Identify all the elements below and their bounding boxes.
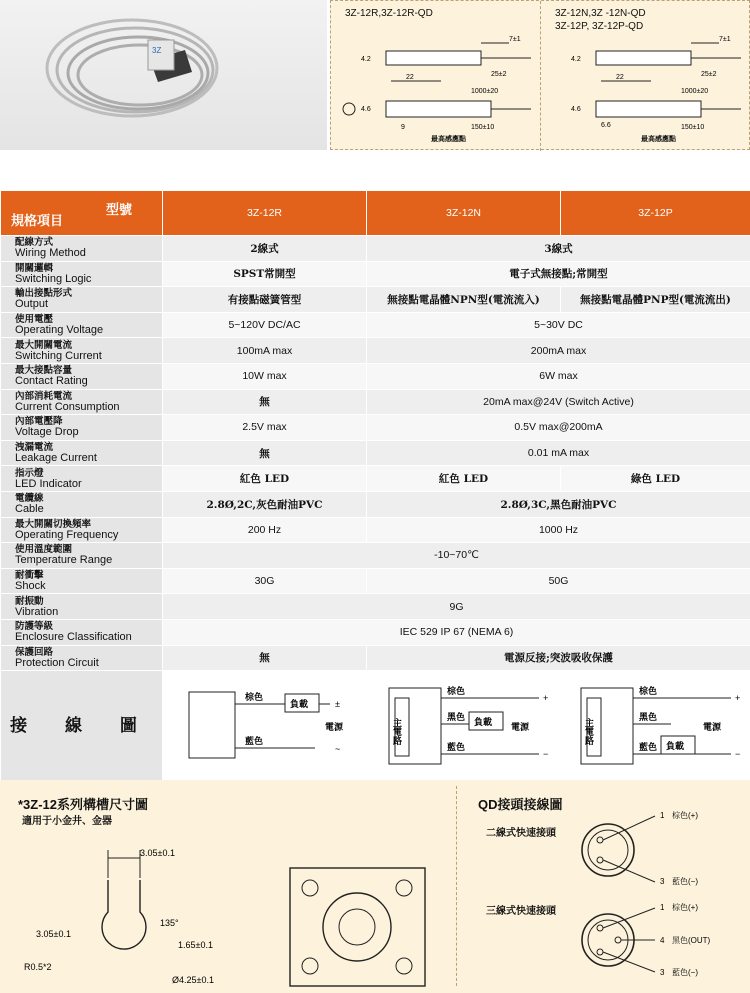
wire-p-power: 電源 <box>703 722 722 733</box>
dimension-title-n: 3Z-12N,3Z -12N-QD <box>555 8 646 19</box>
table-row <box>1 543 750 569</box>
dim-np-sense: 最高感應點 <box>641 136 676 143</box>
row-label-en: Protection Circuit <box>15 656 99 669</box>
row-label-zh: 內部消耗電流 <box>15 390 73 402</box>
row-label-en: Operating Voltage <box>15 324 104 337</box>
dimension-drawing-r <box>331 1 541 151</box>
row-label <box>1 619 163 645</box>
cell-3z-12r: 無 <box>163 645 367 671</box>
row-label <box>1 594 163 620</box>
qd2-pin3: 3 <box>660 877 665 886</box>
cell-3z-12np: 200mA max <box>367 338 750 364</box>
row-label-zh: 輸出接點形式 <box>15 288 73 300</box>
dim-r-d8: 150±10 <box>471 124 495 131</box>
table-row <box>1 338 750 364</box>
cell-3z-12r: 100mA max <box>163 338 367 364</box>
row-label-en: Cable <box>15 503 44 516</box>
row-label <box>1 645 163 671</box>
cell-3z-12n: 紅色 LED <box>367 466 561 492</box>
qd3-pin3-label: 藍色(−) <box>672 968 698 977</box>
wire-p-load: 負載 <box>666 741 685 752</box>
dimension-title-p: 3Z-12P, 3Z-12P-QD <box>555 21 644 32</box>
table-row <box>1 619 750 645</box>
row-label-zh: 防護等級 <box>15 621 54 633</box>
row-label-zh: 耐振動 <box>15 595 44 607</box>
cell-3z-12r: 紅色 LED <box>163 466 367 492</box>
dimension-title-r: 3Z-12R,3Z-12R-QD <box>345 8 433 19</box>
cell-3z-12r: 無 <box>163 440 367 466</box>
cell-3z-12np: 3線式 <box>367 236 750 262</box>
dim-r-d4: 22 <box>406 74 414 81</box>
row-label-en: Voltage Drop <box>15 426 79 439</box>
row-label <box>1 543 163 569</box>
row-label-zh: 開關邏輯 <box>15 262 54 274</box>
slot-d2: 3.05±0.1 <box>36 929 71 939</box>
slot-d4: 1.65±0.1 <box>178 940 213 950</box>
wire-r-blue: 藍色 <box>244 736 263 747</box>
dim-np-d8: 150±10 <box>681 124 705 131</box>
row-label <box>1 338 163 364</box>
table-row <box>1 236 750 262</box>
cell-3z-12np: 電子式無接點;常開型 <box>367 261 750 287</box>
wire-n-black: 黑色 <box>446 712 465 723</box>
wire-n-blue: 藍色 <box>446 742 465 753</box>
cell-all: 9G <box>163 594 750 620</box>
row-label <box>1 517 163 543</box>
wire-p-main: 主電路 <box>584 718 594 746</box>
row-label <box>1 236 163 262</box>
dimension-drawings <box>330 0 750 150</box>
row-label-en: Contact Rating <box>15 375 88 388</box>
row-label <box>1 363 163 389</box>
product-photo <box>0 0 327 150</box>
row-label-zh: 內部電壓降 <box>15 416 63 428</box>
dim-np-d2: 4.2 <box>571 56 581 63</box>
wire-n-main: 主電路 <box>391 718 402 746</box>
slot-subtitle: 適用于小金井、金器 <box>22 816 112 827</box>
cell-3z-12np: 20mA max@24V (Switch Active) <box>367 389 750 415</box>
qd2-pin1: 1 <box>660 811 665 820</box>
bottom-section <box>0 780 750 993</box>
table-row <box>1 312 750 338</box>
wiring-row <box>1 671 750 781</box>
row-label-en: Vibration <box>15 605 59 618</box>
cell-3z-12r: 2線式 <box>163 236 367 262</box>
cell-3z-12r: 200 Hz <box>163 517 367 543</box>
photo-logo: 3Z <box>152 46 162 55</box>
wiring-cell-p <box>561 671 750 781</box>
cell-3z-12np: 電源反接;突波吸收保護 <box>367 645 750 671</box>
wire-p-brown: 棕色 <box>639 686 658 697</box>
row-label-zh: 最大接點容量 <box>15 365 73 377</box>
wiring-cell-n <box>367 671 561 781</box>
wire-p-blue: 藍色 <box>639 742 658 753</box>
qd3-pin3: 3 <box>660 968 665 977</box>
cell-3z-12r: 無 <box>163 389 367 415</box>
row-label-en: Temperature Range <box>15 554 113 567</box>
table-row <box>1 466 750 492</box>
spec-table <box>0 190 750 781</box>
wire-r-power: 電源 <box>324 722 343 733</box>
qd3-pin1-label: 棕色(+) <box>672 903 698 912</box>
cell-3z-12p: 綠色 LED <box>561 466 750 492</box>
wire-n-load: 負載 <box>473 717 492 728</box>
slot-drawing <box>0 820 456 993</box>
cell-3z-12np: 5~30V DC <box>367 312 750 338</box>
table-row <box>1 491 750 517</box>
table-corner <box>1 191 163 236</box>
qd2-pin1-label: 棕色(+) <box>672 811 698 820</box>
cell-3z-12np: 6W max <box>367 363 750 389</box>
bottom-divider <box>456 786 457 986</box>
slot-d6: Ø4.25±0.1 <box>172 975 214 985</box>
table-row <box>1 415 750 441</box>
cell-3z-12np: 50G <box>367 568 750 594</box>
cell-3z-12r: 5~120V DC/AC <box>163 312 367 338</box>
dim-r-d2: 4.2 <box>361 56 371 63</box>
dim-np-d6: 4.6 <box>571 106 581 113</box>
row-label-en: Shock <box>15 580 46 593</box>
cell-3z-12np: 2.8Ø,3C,黑色耐油PVC <box>367 491 750 517</box>
slot-title: *3Z-12系列構槽尺寸圖 <box>18 797 149 812</box>
wire-r-load: 負載 <box>289 699 308 710</box>
row-label-zh: 使用電壓 <box>15 314 54 326</box>
wiring-cell-r <box>163 671 367 781</box>
row-label-en: Output <box>15 298 49 311</box>
row-label <box>1 466 163 492</box>
dim-np-d4: 22 <box>616 74 624 81</box>
header-model-r: 3Z-12R <box>163 191 367 236</box>
dim-np-d1: 7±1 <box>719 36 731 43</box>
cell-3z-12r: 2.5V max <box>163 415 367 441</box>
row-label-en: Switching Logic <box>15 272 92 285</box>
cell-3z-12r: 30G <box>163 568 367 594</box>
slot-d3: 135° <box>160 918 179 928</box>
row-label <box>1 568 163 594</box>
qd3-pin4: 4 <box>660 936 665 945</box>
header-model-n: 3Z-12N <box>367 191 561 236</box>
row-label-zh: 最大開關切換頻率 <box>15 518 92 530</box>
table-row <box>1 440 750 466</box>
dim-r-sense: 最高感應點 <box>431 136 466 143</box>
row-label-en: Wiring Method <box>15 247 86 260</box>
row-label <box>1 261 163 287</box>
wire-n-power: 電源 <box>510 722 529 733</box>
qd3-pin1: 1 <box>660 903 665 912</box>
qd3-pin4-label: 黑色(OUT) <box>672 936 711 945</box>
dim-r-d5: 1000±20 <box>471 88 499 95</box>
table-row <box>1 363 750 389</box>
dim-r-d7: 9 <box>401 124 405 131</box>
dimension-title-np <box>555 7 646 33</box>
qd-title: QD接頭接線圖 <box>478 797 563 812</box>
slot-d1: 3.05±0.1 <box>140 848 175 858</box>
cable-sensor-image <box>0 0 327 150</box>
wire-n-brown: 棕色 <box>446 686 465 697</box>
row-label <box>1 415 163 441</box>
row-label-en: Current Consumption <box>15 400 120 413</box>
row-label-en: Switching Current <box>15 349 102 362</box>
wiring-diagram-n <box>369 674 559 774</box>
row-label-zh: 最大開關電流 <box>15 339 73 351</box>
table-row <box>1 287 750 313</box>
dim-r-d3: 25±2 <box>491 71 507 78</box>
wire-r-brown: 棕色 <box>244 692 263 703</box>
wire-p-plus: + <box>735 693 741 704</box>
corner-item: 規格項目 <box>11 214 64 229</box>
wiring-diagram-p <box>561 674 750 774</box>
dim-r-d1: 7±1 <box>509 36 521 43</box>
cell-3z-12n: 無接點電晶體NPN型(電流流入) <box>367 287 561 313</box>
wire-p-black: 黑色 <box>639 712 658 723</box>
row-label-zh: 洩漏電流 <box>15 442 54 454</box>
header-model-p: 3Z-12P <box>561 191 750 236</box>
qd-two-wire-title: 二線式快速接頭 <box>486 828 556 839</box>
wiring-label: 接 線 圖 <box>10 715 153 736</box>
row-label-zh: 使用溫度範圍 <box>15 544 73 556</box>
table-row <box>1 594 750 620</box>
row-label-en: LED Indicator <box>15 477 82 490</box>
cell-3z-12p: 無接點電晶體PNP型(電流流出) <box>561 287 750 313</box>
cell-3z-12np: 0.01 mA max <box>367 440 750 466</box>
row-label <box>1 389 163 415</box>
row-label <box>1 491 163 517</box>
wire-r-ac: ~ <box>334 744 340 755</box>
cell-all: IEC 529 IP 67 (NEMA 6) <box>163 619 750 645</box>
dimension-panel-r <box>331 1 541 151</box>
row-label-zh: 配線方式 <box>15 237 54 249</box>
slot-d5: R0.5*2 <box>24 962 52 972</box>
cell-3z-12r: 10W max <box>163 363 367 389</box>
dim-np-d5: 1000±20 <box>681 88 709 95</box>
wire-p-minus: − <box>735 749 741 760</box>
wire-n-plus: + <box>542 693 548 704</box>
row-label-zh: 指示燈 <box>15 467 44 479</box>
row-label-en: Enclosure Classification <box>15 631 132 644</box>
wire-r-plus: ± <box>334 699 340 710</box>
corner-model: 型號 <box>105 203 132 218</box>
row-label <box>1 287 163 313</box>
row-label-zh: 耐衝擊 <box>15 570 44 582</box>
qd-three-wire-title: 三線式快速接頭 <box>486 906 556 917</box>
dim-np-d7: 6.6 <box>601 122 611 129</box>
cell-3z-12r: SPST常開型 <box>163 261 367 287</box>
wiring-diagram-r <box>165 674 365 774</box>
cell-3z-12r: 有接點磁簧管型 <box>163 287 367 313</box>
row-label-zh: 電纜線 <box>15 493 44 505</box>
row-label <box>1 440 163 466</box>
cell-3z-12r: 2.8Ø,2C,灰色耐油PVC <box>163 491 367 517</box>
dimension-panel-np <box>541 1 750 151</box>
qd2-pin3-label: 藍色(−) <box>672 877 698 886</box>
dim-np-d3: 25±2 <box>701 71 717 78</box>
row-label-zh: 保護回路 <box>15 646 54 658</box>
dim-r-d6: 4.6 <box>361 106 371 113</box>
table-row <box>1 261 750 287</box>
cell-all: -10~70℃ <box>163 543 750 569</box>
table-row <box>1 389 750 415</box>
row-label-en: Operating Frequency <box>15 528 119 541</box>
row-label-en: Leakage Current <box>15 452 97 465</box>
cell-3z-12np: 0.5V max@200mA <box>367 415 750 441</box>
cell-3z-12np: 1000 Hz <box>367 517 750 543</box>
qd-drawing <box>560 800 750 990</box>
row-label <box>1 312 163 338</box>
table-row <box>1 645 750 671</box>
wire-n-minus: − <box>542 749 548 760</box>
table-row <box>1 517 750 543</box>
table-row <box>1 568 750 594</box>
